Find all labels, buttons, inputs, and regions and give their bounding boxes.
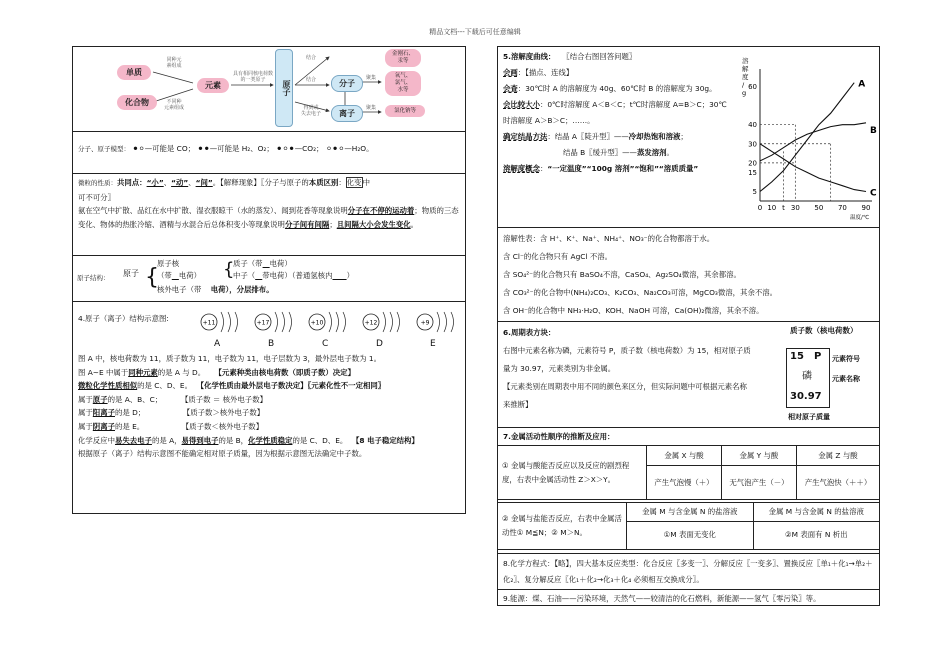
rule-4: 含 CO₃²⁻的化合物中(NH₄)₂CO₃、K₂CO₃、Na₂CO₃可溶，MgCO₃微溶，其余不溶。 xyxy=(503,288,778,297)
atom-letter-e: E xyxy=(430,339,436,349)
props-label: 微粒的性质： xyxy=(78,179,117,187)
stable-chem: 化学性质稳定 xyxy=(248,435,293,445)
out-oxygen: 氧气、 氯气、 水等 xyxy=(385,71,421,96)
metals-title: 7.金属活动性顺序的推断及应用： xyxy=(503,432,615,441)
diagram-line5d: 【质子数＞核外电子数】 xyxy=(182,408,265,418)
x-tick-label: 30 xyxy=(790,204,800,212)
y-label-char: 溶 xyxy=(742,57,749,65)
brace-1: { xyxy=(145,265,159,290)
metals-salt-table xyxy=(498,502,879,550)
sol-crystal-a: ：结晶 A〖陡升型〗—— xyxy=(547,132,629,141)
props-sep: ； xyxy=(329,219,337,229)
y-tick-label: 15 xyxy=(748,168,757,177)
structure-label: 原子结构： xyxy=(77,274,110,282)
note-gain-lose: 得到或 失去电子 xyxy=(300,105,321,117)
props-in: 中 xyxy=(362,178,370,187)
atom-diagram-c xyxy=(304,308,354,336)
props-end: 。 xyxy=(410,219,419,229)
note-gather1: 聚集 xyxy=(365,75,376,81)
molecule-node: 分子 xyxy=(331,75,363,92)
diagram-line2c: 的是 A 与 D。 xyxy=(157,367,206,377)
metals-salt-result1: ①M 表面无变化 xyxy=(627,521,754,549)
solubility-rules xyxy=(498,227,879,321)
atom-diagram-e xyxy=(412,308,462,336)
rule-5: 含 OH⁻的化合物中 NH₃·H₂O、KOH、NaOH 可溶，Ca(OH)₂微溶，其余不溶。 xyxy=(503,306,764,315)
diagram-line3b: 的是 C、D、E。 xyxy=(137,381,192,391)
props-essence: 本质区别 xyxy=(308,178,339,187)
sol-title2: 〖结合右图回答问题〗 xyxy=(562,52,637,61)
props-small: “小” xyxy=(146,178,164,187)
tile-label-mass: 相对原子质量 xyxy=(788,413,830,421)
metals-x-result: 产生气泡慢（＋） xyxy=(647,466,722,500)
rule-1: 溶解性表：含 H⁺、K⁺、Na⁺、NH₄⁺、NO₃⁻的化合物都溶于水。 xyxy=(503,234,715,243)
rule-3: 含 SO₄²⁻的化合物只有 BaSO₄不溶，CaSO₄、Ag₂SO₄微溶，其余都溶。 xyxy=(503,270,741,279)
structure-proton: 质子（带 电荷） xyxy=(233,259,292,268)
equation-section xyxy=(498,553,879,589)
tile-number: 15 xyxy=(790,351,804,362)
note-element-def: 具有相同核电荷数 的一类原子 xyxy=(232,71,273,83)
y-tick-label: 30 xyxy=(748,140,757,149)
structure-neutron: 中子（ 带电荷）（普通氢核内 ） xyxy=(233,271,354,280)
periodic-line2: 【元素类别在周期表中用不同的颜色来区分，但实际问题中可根据元素名称来推断】 xyxy=(503,382,747,409)
model-co-text: —可能是 CO； xyxy=(144,144,196,153)
props-phenomena2: ；物质的三态变化、物体的热胀冷缩、酒精与水混合后总体积变小等现象说明 xyxy=(78,206,459,229)
atom-node: 原子 xyxy=(275,49,293,127)
y-tick-label: 40 xyxy=(748,121,757,130)
diagram-line7a: 化学反应中 xyxy=(78,435,115,445)
same-element: 同种元素 xyxy=(128,367,158,377)
metals-acid-desc: ① 金属与酸能否反应以及反应的剧烈程度，右表中金属活动性 Z＞X＞Y。 xyxy=(498,446,647,500)
props-gap: “间” xyxy=(195,178,213,187)
sol-concept-text: “一定温度”“100g 溶剂”“饱和”“溶质质量” xyxy=(547,164,699,173)
lose-electrons: 易失去电子 xyxy=(114,435,152,445)
diagram-line2d: 【元素种类由核电荷数（即质子数）决定】 xyxy=(214,367,355,377)
sol-end: 。 xyxy=(666,148,674,157)
metals-z-head: 金属 Z 与酸 xyxy=(796,446,879,466)
note-diff-element: 不同种 元素组成 xyxy=(163,99,184,111)
sol-concept-colon: ： xyxy=(539,164,548,173)
sol-cool: 冷却热饱和溶液 xyxy=(628,132,681,141)
note-combine2: 结合 xyxy=(305,77,316,83)
y-label-char: 度 xyxy=(742,73,749,81)
atom-nucleus-a: +11 xyxy=(202,319,216,327)
sol-sep: ； xyxy=(680,132,688,141)
energy-text: 9.能源：煤、石油——污染环境，天然气——较清洁的化石燃料，新能源——氢气〖零污染〗等。 xyxy=(503,594,821,603)
series-label-b: B xyxy=(870,125,877,136)
atom-letter-d: D xyxy=(376,339,383,349)
structure-atom: 原子 xyxy=(123,269,139,278)
anion-word: 阴离子 xyxy=(92,421,115,431)
diagram-line2a: 图 A~E 中属于 xyxy=(78,367,129,377)
y-tick-label: 60 xyxy=(748,83,757,92)
atom-nucleus-b: +17 xyxy=(256,319,270,327)
compound-node: 化合物 xyxy=(117,95,157,110)
sol-draw: 会画 xyxy=(503,68,518,77)
props-common: 共同点： xyxy=(117,178,147,187)
page-header: 精品文档---下载后可任意编辑 xyxy=(429,28,521,36)
model-co2-text: —CO₂； xyxy=(294,144,324,153)
solubility-chart xyxy=(738,51,878,221)
metals-section xyxy=(498,427,879,553)
diagram-line4d: 【质子数 ＝ 核外电子数】 xyxy=(180,394,267,404)
left-column xyxy=(72,46,466,514)
metals-y-head: 金属 Y 与酸 xyxy=(721,446,796,466)
model-h2-icon: ⚫⚫ xyxy=(197,144,210,153)
equation-text: 8.化学方程式：【略】，四大基本反应类型：化合反应〖多变一〗、分解反应〖一变多〗、置换反应〖单₁＋化₁→单₂＋化₂〗、复分解反应〖化₁＋化₂→化₃＋化₄ 必须相互交换成分〗。 xyxy=(503,559,873,584)
metals-salt-result2: ②M 表面有 N 析出 xyxy=(753,521,879,549)
props-chem-change: 化变 xyxy=(346,178,362,187)
series-line-a xyxy=(760,83,854,192)
y-tick-label: 5 xyxy=(752,187,757,196)
solubility-section xyxy=(498,47,879,227)
atom-letter-b: B xyxy=(268,339,275,349)
note-combine1: 结合 xyxy=(305,55,316,61)
brace-2: { xyxy=(223,259,235,280)
out-nacl: 氯化钠等 xyxy=(385,105,425,117)
model-co2-icon: ⚫⚪⚫ xyxy=(276,144,295,153)
sol-compare-text: ：0℃时溶解度 A＜B＜C；t℃时溶解度 A=B＞C；30℃时溶解度 A＞B＞C；……。 xyxy=(503,100,727,125)
diagram-line7c: 的是 A， xyxy=(151,435,182,445)
atom-nucleus-d: +12 xyxy=(364,319,378,327)
elemental-node: 单质 xyxy=(117,65,151,80)
concept-map xyxy=(73,47,465,131)
diagram-line8: 根据原子（离子）结构示意图不能确定相对原子质量，因为根据示意图无法确定中子数。 xyxy=(78,449,367,459)
rule-2: 含 Cl⁻的化合物只有 AgCl 不溶。 xyxy=(503,252,613,261)
x-label: 温度/℃ xyxy=(850,215,870,221)
diagram-line4c: 的是 A、B、C； xyxy=(107,394,163,404)
periodic-section xyxy=(498,321,879,427)
props-colon: ： xyxy=(338,178,346,187)
element-node: 元素 xyxy=(197,78,229,93)
diagram-line5a: 属于 xyxy=(78,408,93,418)
properties-section: 微粒的性质：共同点：“小”、“动”、“间”。【解释现象】〖分子与原子的本质区别：化变中 可不可分〗 氨在空气中扩散、品红在水中扩散、湿衣服晾干（水的蒸发）、闻到花香等现象说明分子在不停的运动着；物质的三态变化、物体的热胀冷缩、酒精与水混合后总体积变小等现象说明分子间有间隔；且间隔大小会发生变化。 xyxy=(73,173,465,255)
note-gather2: 聚集 xyxy=(365,105,376,111)
diagram-section xyxy=(73,301,465,515)
tile-mass: 30.97 xyxy=(790,391,822,402)
periodic-tile xyxy=(768,326,876,424)
props-divisible: 可不可分〗 xyxy=(78,192,115,202)
props-move: “动” xyxy=(171,178,189,187)
x-tick-label: 70 xyxy=(837,204,847,212)
sol-crystal-b: 结晶 B〖缓升型〗—— xyxy=(563,148,637,157)
similar-chem: 微粒化学性质相似 xyxy=(78,381,138,391)
atom-word: 原子 xyxy=(92,394,108,404)
atom-diagrams xyxy=(196,304,465,338)
tile-label-symbol: 元素符号 xyxy=(832,355,860,363)
atom-diagram-b xyxy=(250,308,300,336)
x-tick-label: 10 xyxy=(767,204,777,212)
diagram-line3c: 【化学性质由最外层电子数决定】〖元素化性不一定相同〗 xyxy=(196,381,386,391)
props-gap-change: 且间隔大小会发生变化 xyxy=(336,219,411,229)
metals-salt-head1: 金属 M 与含金属 N 的盐溶液 xyxy=(627,503,754,522)
structure-electron: 核外电子（带 电荷），分层排布。 xyxy=(157,285,274,294)
diagram-line4a: 属于 xyxy=(78,394,93,404)
periodic-line1: 右图中元素名称为磷，元素符号 P，质子数（核电荷数）为 15，相对原子质量为 30.97，元素类别为非金属。 xyxy=(503,346,751,373)
sol-compare: 会比较大小 xyxy=(503,100,540,109)
model-co-icon: ⚫⚪ xyxy=(132,144,145,153)
x-tick-label: t xyxy=(782,204,785,212)
cation-word: 阳离子 xyxy=(92,408,115,418)
series-label-a: A xyxy=(858,79,866,90)
x-tick-label: 50 xyxy=(814,204,824,212)
atom-letter-c: C xyxy=(322,339,329,349)
ion-node: 离子 xyxy=(331,105,363,122)
y-label-char: / xyxy=(742,81,745,89)
atom-diagram-a xyxy=(196,308,246,336)
sol-lookup-text: ：30℃时 A 的溶解度为 40g、60℃时 B 的溶解度为 30g。 xyxy=(517,84,717,93)
metals-salt-desc: ② 金属与盐能否反应，右表中金属活动性① M≦N；② M＞N。 xyxy=(498,503,627,550)
atom-nucleus-c: +10 xyxy=(310,319,324,327)
diagram-line7h: 【8 电子稳定结构】 xyxy=(351,435,419,445)
model-h2o-icon: ⚪⚫⚪ xyxy=(325,144,345,153)
diagram-line1: 图 A 中，核电荷数为 11，质子数为 11，电子数为 11，电子层数为 3，最外层电子数为 1。 xyxy=(78,354,382,363)
right-column xyxy=(497,46,880,606)
sol-evap: 蒸发溶剂 xyxy=(636,148,667,157)
props-molecules-move: 分子在不停的运动着 xyxy=(347,206,415,216)
sol-title: 5.溶解度曲线： xyxy=(503,52,556,61)
structure-nucleus-charge: （带 电荷） xyxy=(157,271,202,280)
tile-name: 磷 xyxy=(802,371,812,382)
y-tick-label: 20 xyxy=(748,159,757,168)
models-label: 分子、原子模型： xyxy=(78,145,130,153)
x-tick-label: 0 xyxy=(757,204,763,212)
series-line-c xyxy=(760,144,866,192)
note-same-element: 同种元 素组成 xyxy=(166,57,182,69)
atom-nucleus-e: +9 xyxy=(420,319,430,327)
structure-section xyxy=(73,255,465,301)
model-h2o-text: —H₂O。 xyxy=(344,144,374,153)
sol-crystal: 确定结晶方法 xyxy=(503,132,548,141)
metals-x-head: 金属 X 与酸 xyxy=(647,446,722,466)
y-label-char: 解 xyxy=(742,65,749,73)
atom-letters xyxy=(196,338,460,352)
props-phenomena: 氨在空气中扩散、品红在水中扩散、湿衣服晾干（水的蒸发）、闻到花香等现象说明 xyxy=(78,206,348,216)
series-label-c: C xyxy=(870,188,877,199)
models-section xyxy=(73,131,465,173)
energy-section xyxy=(498,589,879,607)
sol-concept: 溶解度概念 xyxy=(503,164,540,173)
diagram-line7e: 的是 B， xyxy=(218,435,249,445)
metals-salt-head2: 金属 M 与含金属 N 的盐溶液 xyxy=(753,503,879,522)
diagram-line6c: 的是 E。 xyxy=(114,421,145,431)
diagram-line5c: 的是 D； xyxy=(114,408,146,418)
x-tick-label: 90 xyxy=(861,204,871,212)
periodic-title: 6.周期表方块： xyxy=(503,328,556,337)
metals-y-result: 无气泡产生（－） xyxy=(721,466,796,500)
props-explain: 。【解释现象】〖分子与原子的 xyxy=(212,178,309,187)
tile-label-number: 质子数（核电荷数） xyxy=(790,326,858,335)
diagram-line7g: 的是 C、D、E。 xyxy=(292,435,348,445)
diagram-line6a: 属于 xyxy=(78,421,93,431)
y-label-char: g xyxy=(742,89,747,97)
metals-table xyxy=(498,445,879,500)
model-h2-text: —可能是 H₂、O₂； xyxy=(209,144,274,153)
tile-label-name: 元素名称 xyxy=(832,375,860,383)
diagram-line6d: 【质子数＜核外电子数】 xyxy=(181,421,264,431)
atom-diagram-d xyxy=(358,308,408,336)
gain-electrons: 易得到电子 xyxy=(181,435,219,445)
metals-z-result: 产生气泡快（＋＋） xyxy=(796,466,879,500)
tile-symbol: P xyxy=(814,351,822,362)
sol-draw-text: ：【描点、连线】 xyxy=(517,68,574,77)
out-diamond: 金刚石、 汞等 xyxy=(385,49,421,67)
atom-letter-a: A xyxy=(214,339,221,349)
diagram-title: 4.原子（离子）结构示意图: xyxy=(78,314,169,323)
props-molecule-gap: 分子间有间隔 xyxy=(284,219,330,229)
series-line-b xyxy=(760,123,866,161)
sol-lookup: 会查 xyxy=(503,84,518,93)
structure-nucleus: 原子核 xyxy=(157,259,180,268)
